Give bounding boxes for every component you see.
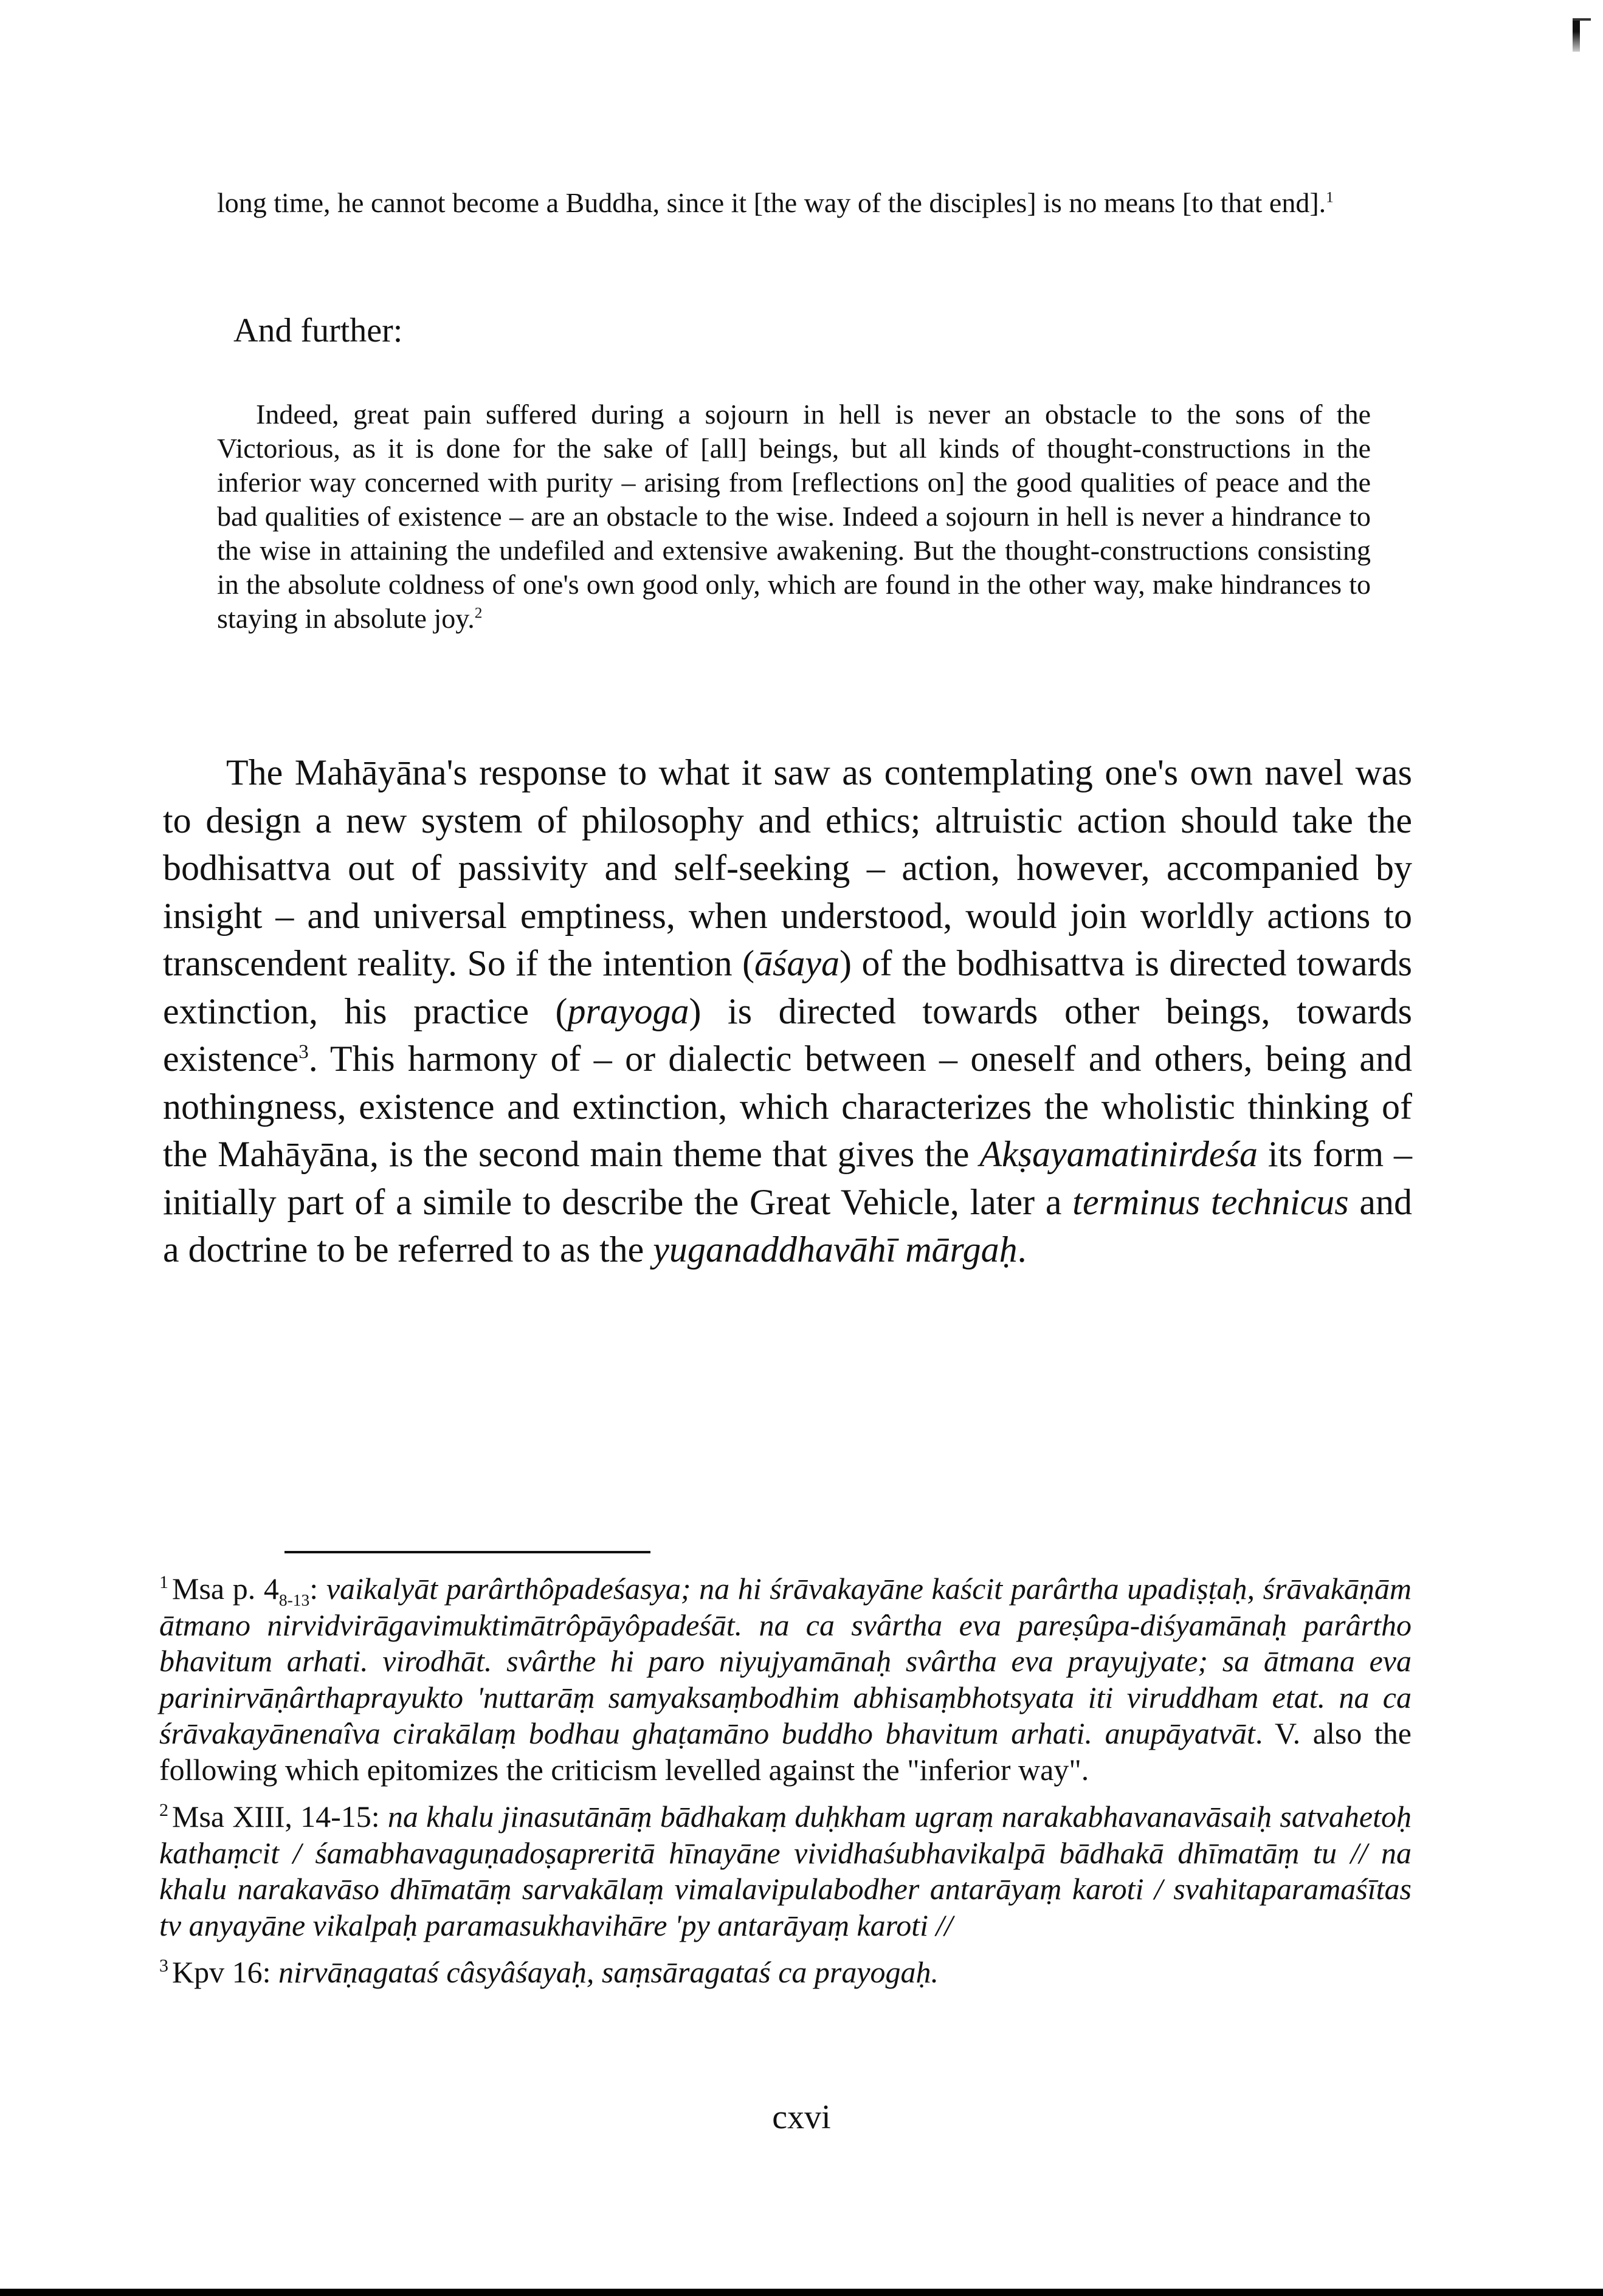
main-text-7: .	[1017, 1229, 1027, 1270]
footnote-ref-1[interactable]: 1	[1326, 188, 1334, 206]
footnote-source-suffix: :	[309, 1572, 326, 1606]
main-paragraph	[163, 749, 1412, 1274]
continuation-text: long time, he cannot become a Buddha, since it [the way of the disciples] is no means [to that end].	[217, 187, 1326, 218]
term-asaya: āśaya	[754, 943, 840, 983]
main-text-1: The Mahāyāna's response to what it saw as contemplating one's own navel was to design a new system of philosophy and ethics; altruistic action should take the bodhisattva out of passivity and self-seeking – action, however, accompanied by insight – and universal emptiness, when understood, would join worldly actions to transcendent reality. So if the intention (	[163, 752, 1412, 983]
term-yuganaddhavahi-margah: yuganaddhavāhī mārgaḥ	[653, 1229, 1018, 1270]
footnote-sanskrit: vaikalyāt parârthôpadeśasya; na hi śrāvakayāne kaścit parârtha upadiṣṭaḥ, śrāvakāṇām ātmano nirvidvirāgavimuktimātrôpāyôpadeśāt. na ca svârtha eva pareṣûpa-diśyamānaḥ parârtho bhavitum arhati. virodhāt. svârthe hi paro niyujyamānaḥ svârtha eva prayujyate; sa ātmana eva parinirvāṇârthaprayukto 'nuttarāṃ samyaksaṃbodhim abhisaṃbhotsyata iti viruddham etat. na ca śrāvakayānenaîva cirakālaṃ bodhau ghaṭamāno buddho bhavitum arhati. anupāyatvāt	[159, 1572, 1412, 1750]
footnote-source: Kpv 16:	[172, 1955, 278, 1989]
footnote-source-lines: 8-13	[278, 1590, 310, 1609]
main-text-4: . This harmony of – or dialectic between – oneself and others, being and nothingness, existence and extinction, which characterizes the wholistic thinking of the Mahāyāna, is the second main theme that gives the	[163, 1039, 1412, 1174]
footnote-sanskrit: nirvāṇagataś câsyâśayaḥ, saṃsāragataś ca prayogaḥ.	[278, 1955, 939, 1989]
footnote-number: 1	[159, 1572, 168, 1593]
quote-text: Indeed, great pain suffered during a sojourn in hell is never an obstacle to the sons of the Victorious, as it is done for the sake of [all] beings, but all kinds of thought-constructions in the inferior way concerned with purity – arising from [reflections on] the good qualities of peace and the bad qualities of existence – are an obstacle to the wise. Indeed a sojourn in hell is never a hindrance to the wise in attaining the undefiled and extensive awakening. But the thought-constructions consisting in the absolute coldness of one's own good only, which are found in the other way, make hindrances to staying in absolute joy.	[217, 399, 1371, 634]
footnote-source: Msa p. 4	[172, 1572, 279, 1606]
footnote-english: . V. also the following which epitomizes the criticism levelled against the "inferior way".	[159, 1716, 1412, 1787]
footnote-3	[159, 1954, 1412, 1991]
footnote-1	[159, 1571, 1412, 1788]
scan-bottom-edge	[0, 2289, 1603, 2296]
scan-corner-mark	[1573, 18, 1580, 52]
continuation-paragraph	[217, 186, 1371, 220]
footnote-separator	[284, 1551, 650, 1553]
main-text-5: its form – initially part of a simile to describe the Great Vehicle, later a	[163, 1134, 1412, 1222]
footnote-source: Msa XIII, 14-15:	[172, 1799, 388, 1834]
footnote-number: 2	[159, 1800, 168, 1821]
footnote-2	[159, 1799, 1412, 1944]
footnote-number: 3	[159, 1956, 168, 1976]
main-text-2: ) of the bodhisattva is directed towards extinction, his practice (	[163, 943, 1412, 1031]
main-text-3: ) is directed towards other beings, towards existence	[163, 991, 1412, 1079]
term-prayoga: prayoga	[567, 991, 689, 1031]
term-terminus-technicus: terminus technicus	[1072, 1181, 1349, 1222]
main-text-6: and a doctrine to be referred to as the	[163, 1181, 1412, 1270]
page-number: cxvi	[772, 2098, 831, 2136]
footnotes	[159, 1571, 1412, 2002]
term-aksayamatinirdesa: Akṣayamatinirdeśa	[979, 1134, 1258, 1174]
footnote-ref-3[interactable]: 3	[298, 1041, 309, 1063]
block-quote	[217, 397, 1371, 636]
intro-line: And further:	[233, 312, 403, 349]
footnote-sanskrit: na khalu jinasutānāṃ bādhakaṃ duḥkham ugraṃ narakabhavanavāsaiḥ satvahetoḥ kathaṃcit / śamabhavaguṇadoṣapreritā hīnayāne vividhaśubhavikalpā bādhakā dhīmatāṃ tu // na khalu narakavāso dhīmatāṃ sarvakālaṃ vimalavipulabodher antarāyaṃ karoti / svahitaparamaśītas tv anyayāne vikalpaḥ paramasukhavihāre 'py antarāyaṃ karoti //	[159, 1799, 1412, 1942]
footnote-ref-2[interactable]: 2	[474, 604, 483, 622]
